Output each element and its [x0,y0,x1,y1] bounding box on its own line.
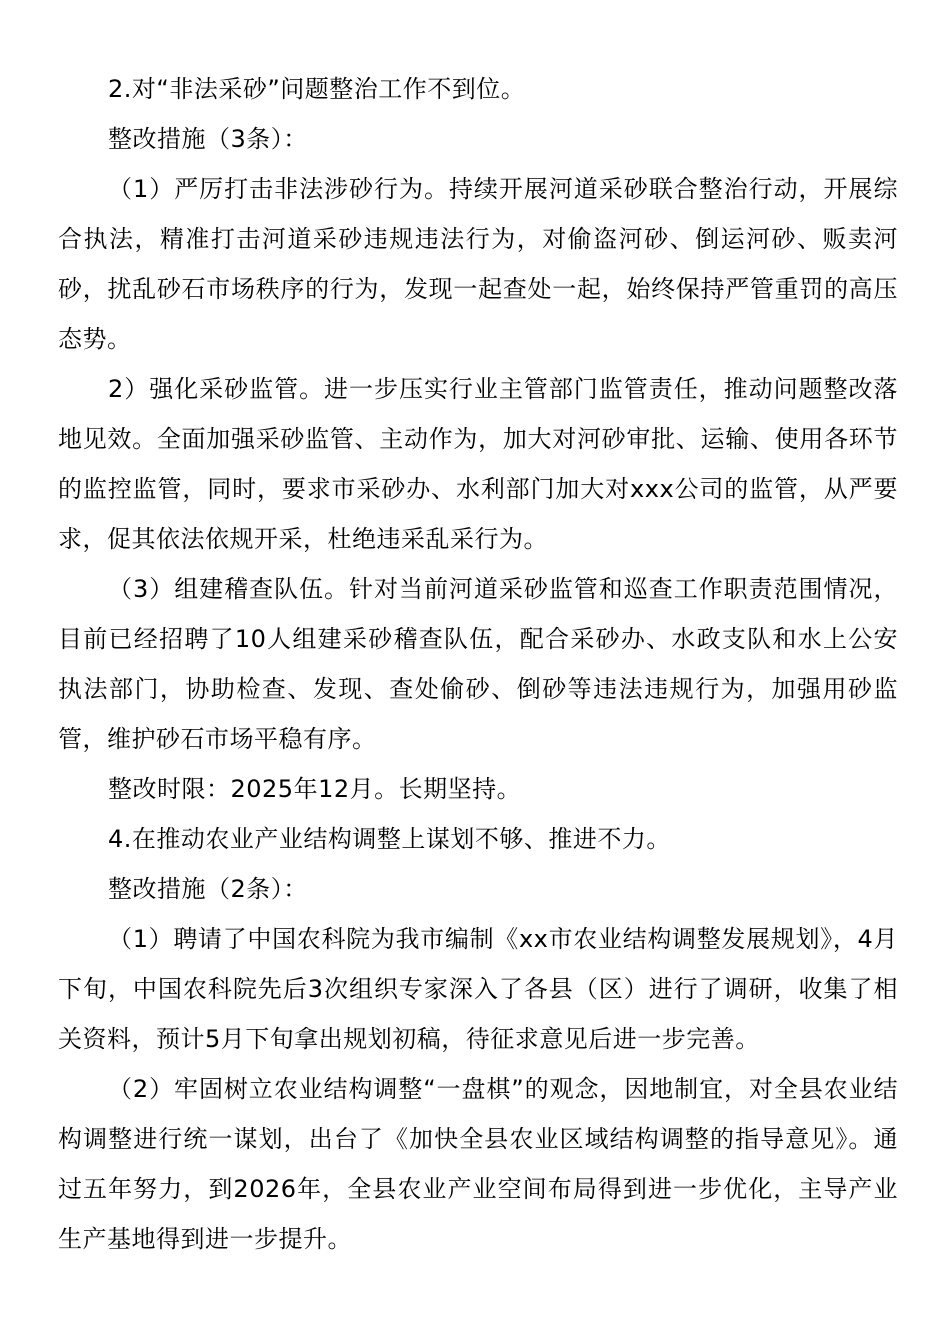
paragraph-measure-1-2: 2）强化采砂监管。进一步压实行业主管部门监管责任，推动问题整改落地见效。全面加强采砂监管、主动作为，加大对河砂审批、运输、使用各环节的监控监管，同时，要求市采砂办、水利部门加大对xxx公司的监管，从严要求，促其依法依规开采，杜绝违采乱采行为。 [58,375,898,553]
paragraph-heading-4: 4.在推动农业产业结构调整上谋划不够、推进不力。 [108,825,671,853]
paragraph-heading-2: 2.对“非法采砂”问题整治工作不到位。 [108,75,526,103]
paragraph-measure-2-1: （1）聘请了中国农科院为我市编制《xx市农业结构调整发展规划》，4月下旬，中国农科院先后3次组织专家深入了各县（区）进行了调研，收集了相关资料，预计5月下旬拿出规划初稿，待征求意见后进一步完善。 [58,925,898,1053]
paragraph-measure-1-3: （3）组建稽查队伍。针对当前河道采砂监管和巡查工作职责范围情况，目前已经招聘了10人组建采砂稽查队伍，配合采砂办、水政支队和水上公安执法部门，协助检查、发现、查处偷砂、倒砂等违法违规行为，加强用砂监管，维护砂石市场平稳有序。 [58,575,898,753]
document-page [58,64,898,1264]
paragraph-measures-label-1: 整改措施（3条）： [108,125,308,153]
paragraph-deadline: 整改时限：2025年12月。长期坚持。 [108,775,522,803]
paragraph-measure-1-1: （1）严厉打击非法涉砂行为。持续开展河道采砂联合整治行动，开展综合执法，精准打击河道采砂违规违法行为，对偷盗河砂、倒运河砂、贩卖河砂，扰乱砂石市场秩序的行为，发现一起查处一起，始终保持严管重罚的高压态势。 [58,175,898,353]
paragraph-measures-label-2: 整改措施（2条）： [108,875,308,903]
paragraph-measure-2-2: （2）牢固树立农业结构调整“一盘棋”的观念，因地制宜，对全县农业结构调整进行统一谋划，出台了《加快全县农业区域结构调整的指导意见》。通过五年努力，到2026年，全县农业产业空间布局得到进一步优化，主导产业生产基地得到进一步提升。 [58,1075,898,1253]
